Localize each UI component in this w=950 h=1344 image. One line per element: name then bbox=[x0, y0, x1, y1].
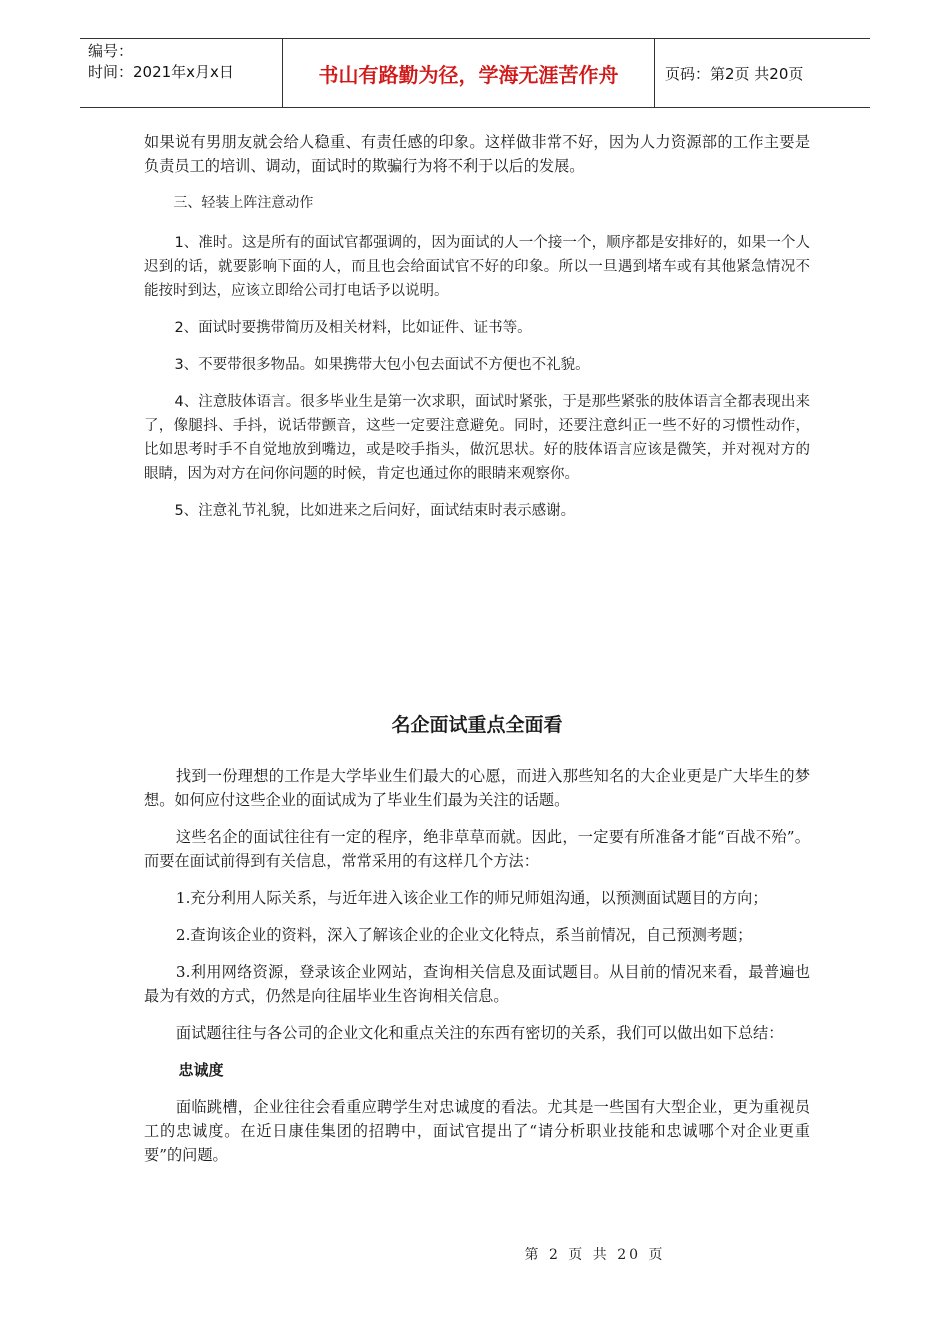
list-item: 2、面试时要携带简历及相关材料，比如证件、证书等。 bbox=[174, 320, 532, 336]
header-page-info: 页码：第2页 共20页 bbox=[665, 64, 804, 83]
header-motto: 书山有路勤为径，学海无涯苦作舟 bbox=[282, 39, 655, 107]
document-time-label: 时间：2021年x月x日 bbox=[88, 63, 234, 81]
paragraph: 这些名企的面试往往有一定的程序，绝非草草而就。因此，一定要有所准备才能“百战不殆”。而要在面试前得到有关信息，常常采用的有这样几个方法： bbox=[144, 828, 810, 870]
paragraph: 面临跳槽，企业往往会看重应聘学生对忠诚度的看法。尤其是一些国有大型企业，更为重视员工的忠诚度。在近日康佳集团的招聘中，面试官提出了“请分析职业技能和忠诚哪个对企业更重要”的问题。 bbox=[144, 1098, 810, 1164]
list-item: 5、注意礼节礼貌，比如进来之后问好，面试结束时表示感谢。 bbox=[174, 503, 576, 519]
paragraph: 找到一份理想的工作是大学毕业生们最大的心愿，而进入那些知名的大企业更是广大毕生的梦想。如何应付这些企业的面试成为了毕业生们最为关注的话题。 bbox=[144, 767, 810, 809]
list-item: 3、不要带很多物品。如果携带大包小包去面试不方便也不礼貌。 bbox=[174, 357, 590, 373]
section-1-body bbox=[144, 130, 810, 536]
section-heading: 三、轻装上阵注意动作 bbox=[173, 195, 314, 211]
list-item: 3.利用网络资源，登录该企业网站，查询相关信息及面试题目。从目前的情况来看，最普遍也最为有效的方式，仍然是向往届毕业生咨询相关信息。 bbox=[144, 963, 810, 1005]
header-meta bbox=[80, 39, 282, 107]
document-number-label: 编号： bbox=[88, 42, 134, 60]
paragraph: 面试题往往与各公司的企业文化和重点关注的东西有密切的关系，我们可以做出如下总结： bbox=[175, 1024, 784, 1042]
list-item: 4、注意肢体语言。很多毕业生是第一次求职，面试时紧张，于是那些紧张的肢体语言全都表现出来了，像腿抖、手抖，说话带颤音，这些一定要注意避免。同时，还要注意纠正一些不好的习惯性动作，比如思考时手不自觉地放到嘴边，或是咬手指头，做沉思状。好的肢体语言应该是微笑，并对视对方的眼睛，因为对方在问你问题的时候，肯定也通过你的眼睛来观察你。 bbox=[144, 394, 810, 482]
section-2-body bbox=[144, 764, 810, 1180]
list-item: 1、准时。这是所有的面试官都强调的，因为面试的人一个接一个，顺序都是安排好的，如果一个人迟到的话，就要影响下面的人，而且也会给面试官不好的印象。所以一旦遇到堵车或有其他紧急情况不能按时到达，应该立即给公司打电话予以说明。 bbox=[144, 235, 810, 299]
subheading: 忠诚度 bbox=[178, 1061, 224, 1079]
article-title: 名企面试重点全面看 bbox=[391, 714, 563, 736]
page-footer: 第 2 页 共 20 页 bbox=[524, 1247, 666, 1263]
paragraph: 如果说有男朋友就会给人稳重、有责任感的印象。这样做非常不好，因为人力资源部的工作主要是负责员工的培训、调动，面试时的欺骗行为将不利于以后的发展。 bbox=[144, 133, 810, 175]
list-item: 2.查询该企业的资料，深入了解该企业的企业文化特点，系当前情况，自己预测考题； bbox=[175, 926, 753, 944]
list-item: 1.充分利用人际关系，与近年进入该企业工作的师兄师姐沟通，以预测面试题目的方向； bbox=[175, 889, 768, 907]
document-header bbox=[80, 38, 870, 108]
